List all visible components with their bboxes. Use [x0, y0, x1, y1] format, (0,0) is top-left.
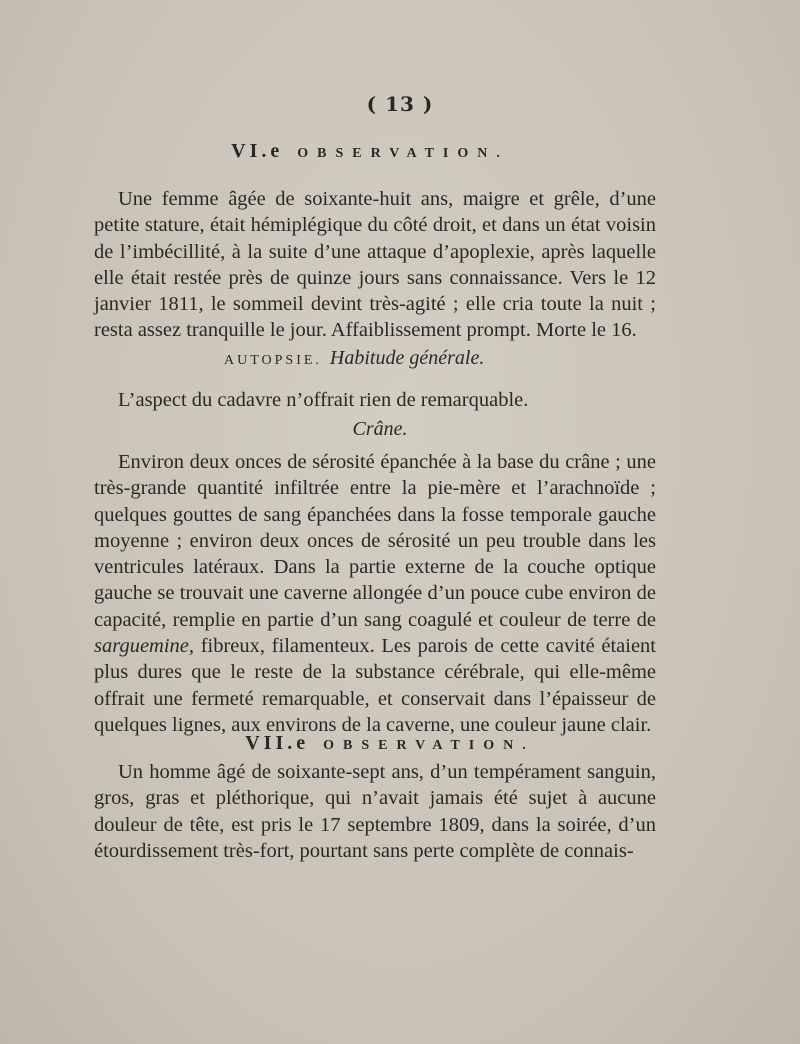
p3-text-after: , fibreux, filamenteux. Les parois de cette cavité étaient plus dures que le reste de la substance cérébrale, qui elle-même offrait une fermeté remarquable, et conservait dans l’épaisseur de quelques lignes, aux environs de la caverne, une couleur jaune clair.: [94, 635, 656, 736]
observation-6-label: OBSERVATION.: [297, 146, 509, 161]
observation-7-paragraph-1: Un homme âgé de soixante-sept ans, d’un tempérament sanguin, gros, gras et pléthorique, qui n’avait jamais été sujet à aucune douleur de tête, est pris le 17 septembre 1809, dans la soirée, d’un étourdissement très-fort, pourtant sans perte complète de connais-: [94, 761, 656, 862]
autopsie-title: Habitude générale.: [329, 347, 485, 369]
autopsie-heading: [224, 347, 484, 370]
crane-subheading: Crâne.: [352, 418, 408, 440]
observation-7-label: OBSERVATION.: [323, 738, 535, 753]
observation-7-title: [40, 732, 740, 755]
observation-6-title: [0, 140, 740, 163]
observation-6-number: VI.e: [231, 140, 284, 162]
observation-6-paragraph-2: L’aspect du cadavre n’offrait rien de remarquable.: [118, 389, 529, 411]
p3-text-before: Environ deux onces de sérosité épanchée à la base du crâne ; une très-grande quantité infiltrée entre la pie-mère et l’arachnoïde ; quelques gouttes de sang épanchées dans la fosse temporale gauche moyenne ; environ deux onces de sérosité un peu trouble dans les ventricules latéraux. Dans la partie externe de la couche optique gauche se trouvait une caverne allongée d’un pouce cube environ de capacité, remplie en partie d’un sang coagulé et couleur de terre de: [94, 451, 656, 631]
observation-6-paragraph-1: Une femme âgée de soixante-huit ans, maigre et grêle, d’une petite stature, était hémiplégique du côté droit, et dans un état voisin de l’imbécillité, à la suite d’une attaque d’apoplexie, après laquelle elle était restée près de quinze jours sans connaissance. Vers le 12 janvier 1811, le sommeil devint très-agité ; elle cria toute la nuit ; resta assez tranquille le jour. Affaiblissement prompt. Morte le 16.: [94, 188, 656, 342]
observation-7-number: VII.e: [245, 732, 310, 754]
page-number: ( 13 ): [366, 92, 434, 116]
observation-6-paragraph-3: [94, 449, 656, 738]
p3-italic-term: sarguemine: [94, 635, 189, 658]
autopsie-label: AUTOPSIE.: [224, 353, 322, 368]
